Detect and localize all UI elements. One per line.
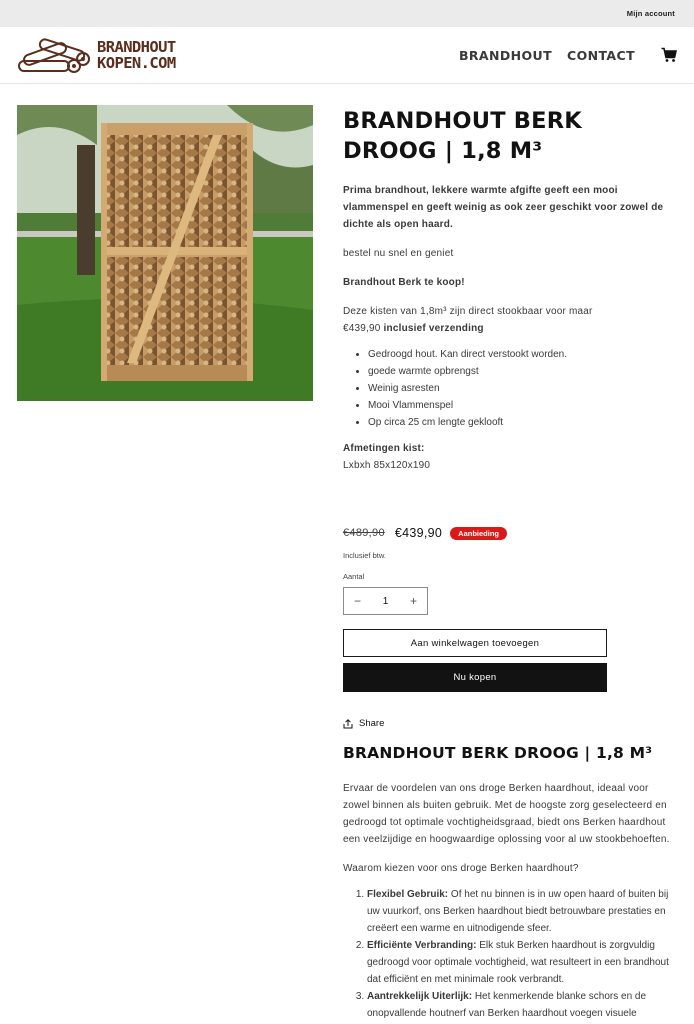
reason-title: Aantrekkelijk Uiterlijk: (367, 991, 473, 1002)
price-old: €489,90 (343, 527, 385, 539)
product-intro: Prima brandhout, lekkere warmte afgifte geeft een mooi vlammenspel en geeft weinig as ook zeer geschikt voor zowel de dichte als open haard. (343, 185, 664, 230)
product-order-note: bestel nu snel en geniet (343, 248, 454, 259)
product-price-note (343, 303, 678, 337)
nav-brandhout[interactable]: BRANDHOUT (458, 47, 552, 63)
buy-now-button[interactable]: Nu kopen (343, 663, 607, 692)
list-item: • Mooi Vlammenspel (368, 397, 678, 414)
list-item (367, 988, 673, 1022)
list-item (367, 886, 673, 937)
firewood-crate-photo (17, 105, 313, 401)
kisten-price: €439,90 (343, 323, 381, 334)
product-image[interactable] (17, 105, 313, 401)
reasons-list (343, 886, 673, 1022)
quantity-increase-button[interactable]: + (409, 594, 417, 608)
dimensions-label: Afmetingen kist: (343, 443, 425, 454)
description-heading: BRANDHOUT BERK DROOG | 1,8 M³ (343, 744, 653, 762)
announcement-bar (0, 0, 694, 27)
product-description (343, 744, 673, 1022)
site-header (0, 27, 694, 84)
price-new: €439,90 (394, 526, 443, 540)
description-paragraph: Ervaar de voordelen van ons droge Berken haardhout, ideaal voor zowel binnen als buiten gebruik. Met de hoogste zorg geselecteerd en gedroogd tot optimale vochtigheidsgraad, biedt ons Berken haardhout een veelzijdige en hoogwaardige oplossing voor al uw stookbehoeften. (343, 783, 670, 845)
site-logo[interactable] (17, 33, 176, 77)
list-item: • goede warmte opbrengst (368, 363, 678, 380)
sale-badge: Aanbieding (450, 527, 507, 540)
kisten-shipping: inclusief verzending (383, 323, 484, 334)
share-icon (343, 719, 353, 729)
reason-title: Efficiënte Verbranding: (367, 940, 477, 951)
logo-line-2: KOPEN.COM (97, 54, 176, 72)
price-row (343, 526, 507, 540)
product-page (0, 84, 694, 1024)
quantity-label: Aantal (343, 572, 365, 581)
my-account-link[interactable]: Mijn account (626, 9, 675, 18)
product-title: BRANDHOUT BERK DROOG | 1,8 M³ (343, 108, 582, 164)
list-item (367, 937, 673, 988)
dimensions-value: Lxbxh 85x120x190 (343, 460, 431, 471)
reason-text: Het kenmerkende blanke schors en de onopvallende houtnerf van Berken haardhout voegen visuele (367, 991, 647, 1019)
main-nav (444, 47, 677, 63)
product-info (343, 106, 678, 1019)
reason-title: Flexibel Gebruik: (367, 889, 449, 900)
product-sale-heading: Brandhout Berk te koop! (343, 277, 465, 288)
logo-text (97, 39, 176, 71)
list-item: • Op circa 25 cm lengte geklooft (368, 414, 678, 431)
reason-text: Of het nu binnen is in uw open haard of buiten bij uw vuurkorf, ons Berken haardhout biedt betrouwbare prestaties en creëert een warme en uitnodigende sfeer. (367, 889, 669, 934)
list-item: • Gedroogd hout. Kan direct verstookt worden. (368, 346, 678, 363)
list-item: • Weinig asresten (368, 380, 678, 397)
firewood-logo-icon (17, 33, 93, 77)
reason-text: Elk stuk Berken haardhout is zorgvuldig gedroogd voor optimale vochtigheid, wat resulteert in een brandhout dat efficiënt en met minimale rook verbrandt. (367, 940, 669, 985)
feature-list (343, 346, 678, 431)
add-to-cart-button[interactable]: Aan winkelwagen toevoegen (343, 629, 607, 657)
quantity-decrease-button[interactable]: − (354, 594, 362, 608)
logo-line-1: BRANDHOUT (97, 38, 176, 56)
share-label: Share (359, 718, 385, 729)
share-button[interactable] (343, 718, 384, 729)
quantity-input[interactable]: 1 (382, 595, 389, 607)
tax-note: Inclusief btw. (343, 551, 386, 560)
nav-contact[interactable]: CONTACT (567, 47, 635, 63)
quantity-stepper (343, 587, 428, 615)
description-question: Waarom kiezen voor ons droge Berken haardhout? (343, 863, 579, 874)
kisten-text: Deze kisten van 1,8m³ zijn direct stookbaar voor maar (343, 306, 593, 317)
shopping-cart-icon[interactable] (661, 47, 677, 63)
